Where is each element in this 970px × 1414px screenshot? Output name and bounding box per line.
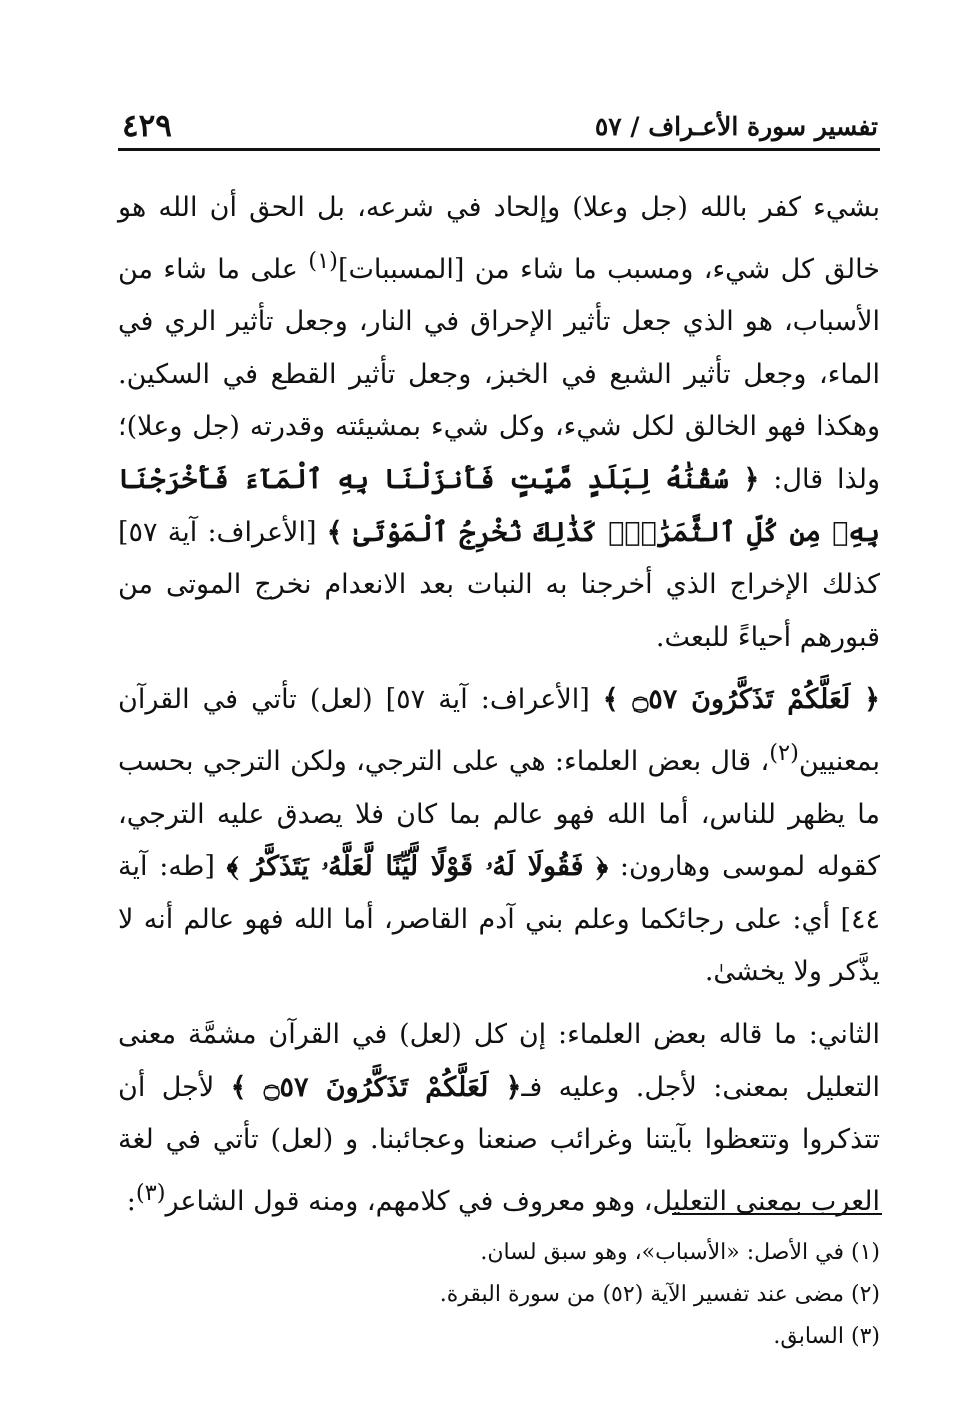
footnote-ref: (١) — [308, 247, 338, 274]
page-number: ٤٢٩ — [122, 108, 172, 144]
body-text — [118, 182, 880, 1228]
footnotes — [118, 1232, 880, 1358]
footnote-ref: (٣) — [135, 1179, 166, 1206]
text-run: : — [126, 1185, 136, 1217]
quran-verse: ﴿ سُقْنَٰهُ لِبَلَدٍ مَّيِّتٍ فَأَنزَلْنَا بِهِ ٱلْمَآءَ فَأَخْرَجْنَا بِهِۦ مِن كُلِّ ٱلثَّمَرَٰتِۚ كَذَٰلِكَ نُخْرِجُ ٱلْمَوْتَىٰ ﴾ — [118, 463, 880, 548]
text-run: ، قال بعض العلماء: هي على الترجي، ولكن الترجي بحسب ما يظهر للناس، أما الله فهو عالم بما كان فلا يصدق عليه الترجي، كقوله لموسى وهارون: — [118, 745, 880, 883]
quran-verse: ﴿ لَعَلَّكُمْ تَذَكَّرُونَ ۝٥٧ ﴾ — [602, 684, 880, 716]
footnote-2: (٢) مضى عند تفسير الآية (٥٢) من سورة البقرة. — [439, 1282, 880, 1307]
footnote-ref: (٢) — [769, 739, 799, 766]
footnote-1: (١) في الأصل: «الأسباب»، وهو سبق لسان. — [480, 1240, 880, 1265]
text-run: لأجل أن تتذكروا وتتعظوا بآيتنا وغرائب صنعنا وعجائبنا. و (لعل) تأتي في لغة العرب بمعنى التعليل، وهو معروف في كلامهم، ومنه قول الشاعر — [118, 1071, 880, 1217]
footnote-3: (٣) السابق. — [773, 1324, 880, 1349]
text-run: [طه: آية ٤٤] أي: على رجائكما وعلم بني آدم القاصر، أما الله فهو عالم أنه لا يذَّكر ولا يخشىٰ. — [118, 851, 880, 988]
running-title: تفسير سورة الأعـراف / ٥٧ — [594, 112, 878, 141]
text-run: [الأعراف: آية ٥٧] (لعل) تأتي في القرآن بمعنيين — [118, 684, 880, 777]
text-run: بشيء كفر بالله (جل وعلا) وإلحاد في شرعه، بل الحق أن الله هو خالق كل شيء، ومسبب ما شاء من [المسببات] — [118, 192, 880, 285]
paragraph — [118, 182, 880, 664]
footnote-divider — [672, 1213, 882, 1215]
text-run: على ما شاء من الأسباب، هو الذي جعل تأثير الإحراق في النار، وجعل تأثير الري في الماء، وجعل تأثير الشبع في الخبز، وجعل تأثير القطع في السكين. وهكذا فهو الخالق لكل شيء، وكل شيء بمشيئته وقدرته (جل وعلا)؛ ولذا قال: — [118, 253, 880, 495]
text-run: [الأعراف: آية ٥٧] كذلك الإخراج الذي أخرجنا به النبات بعد الانعدام نخرج الموتى من قبورهم أحياءً للبعث. — [118, 516, 880, 653]
quran-verse: ﴿ فَقُولَا لَهُۥ قَوْلًا لَّيِّنًا لَّعَلَّهُۥ يَتَذَكَّرُ ﴾ — [226, 851, 609, 883]
paragraph — [118, 1009, 880, 1228]
paragraph — [118, 674, 880, 999]
quran-verse: ﴿ لَعَلَّكُمْ تَذَكَّرُونَ ۝٥٧ ﴾ — [230, 1071, 522, 1103]
text-run: الثاني: ما قاله بعض العلماء: إن كل (لعل) في القرآن مشمَّة معنى التعليل بمعنى: لأجل. وعليه فـ — [118, 1018, 880, 1103]
page-header — [118, 108, 880, 151]
